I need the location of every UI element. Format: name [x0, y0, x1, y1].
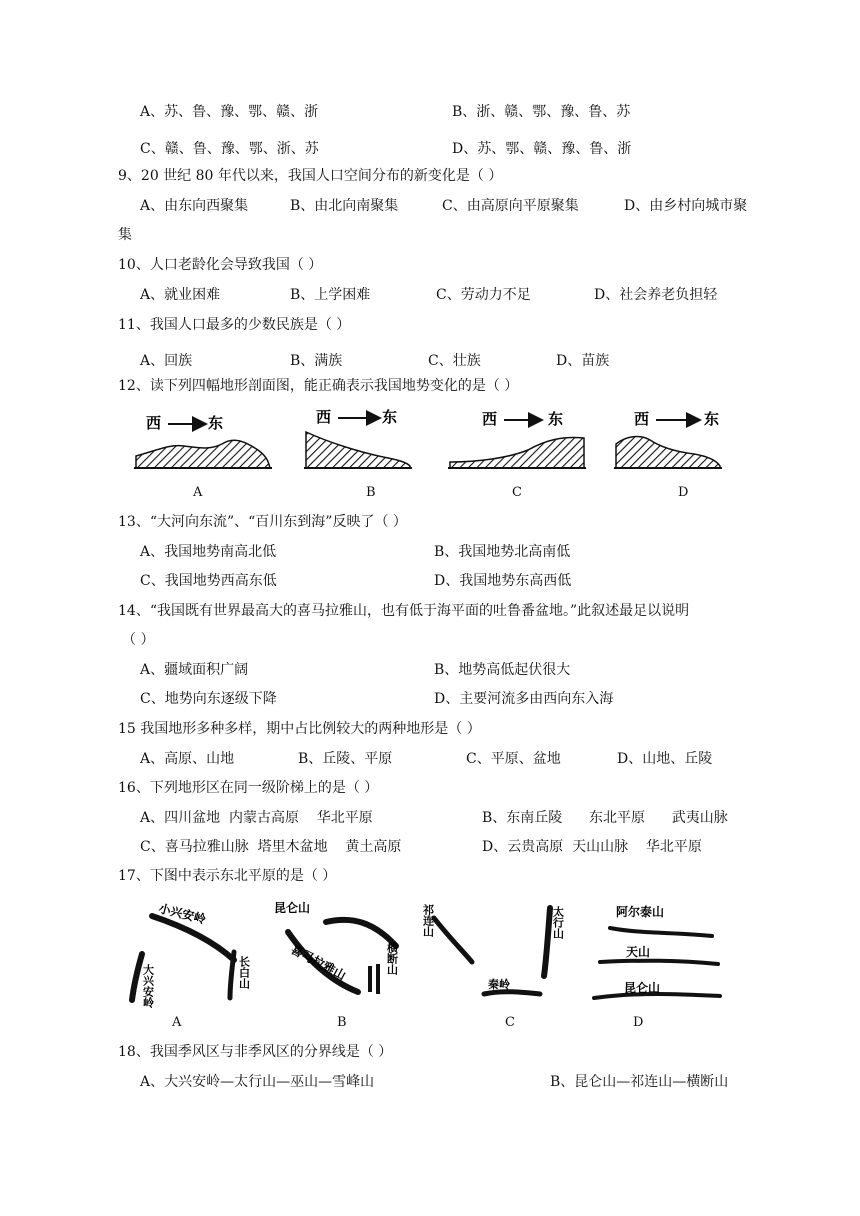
- profile-caption-c: C: [512, 485, 522, 500]
- q10-option-c: C、劳动力不足: [436, 287, 531, 303]
- east-label: 东: [548, 410, 564, 428]
- profile-b: [304, 408, 412, 468]
- q15-option-d: D、山地、丘陵: [617, 751, 713, 767]
- mountain-maps-figure: [112, 892, 732, 1008]
- q9-option-c: C、由高原向平原聚集: [442, 198, 579, 214]
- map-b: [274, 900, 399, 994]
- q16-option-d: D、云贵高原 天山山脉 华北平原: [482, 839, 702, 855]
- q16-option-a: A、四川盆地 内蒙古高原 华北平原: [140, 810, 373, 826]
- q10-option-d: D、社会养老负担轻: [594, 287, 718, 303]
- q14-option-a: A、疆域面积广阔: [140, 662, 249, 678]
- q18-option-b: B、昆仑山—祁连山—横断山: [550, 1074, 729, 1090]
- map-caption-d: D: [633, 1015, 644, 1030]
- map-d-label-2: 天山: [626, 945, 651, 959]
- map-a: [132, 900, 251, 1008]
- terrain-profile-figure: [128, 400, 764, 480]
- map-c-label-1: 祁连山: [421, 904, 435, 937]
- q11-option-a: A、回族: [140, 353, 193, 369]
- map-b-label-1: 昆仑山: [274, 901, 311, 915]
- q12-stem: 12、读下列四幅地形剖面图，能正确表示我国地势变化的是（ ）: [118, 378, 519, 394]
- q9-option-d: D、由乡村向城市聚: [624, 198, 748, 214]
- west-label: 西: [146, 414, 162, 432]
- map-a-label-2: 大兴安岭: [141, 964, 155, 1008]
- q14-option-c: C、地势向东逐级下降: [140, 691, 277, 707]
- map-caption-b: B: [337, 1015, 347, 1030]
- q10-option-b: B、上学困难: [290, 287, 371, 303]
- profile-caption-a: A: [193, 485, 203, 500]
- profile-caption-b: B: [366, 485, 376, 500]
- q13-option-b: B、我国地势北高南低: [434, 544, 571, 560]
- q14-option-d: D、主要河流多由西向东入海: [434, 691, 614, 707]
- q8-option-c: C、赣、鲁、豫、鄂、浙、苏: [140, 141, 319, 157]
- east-label: 东: [208, 414, 224, 432]
- q15-option-b: B、丘陵、平原: [298, 751, 393, 767]
- profile-d: [614, 410, 722, 468]
- q8-option-b: B、浙、赣、鄂、豫、鲁、苏: [452, 104, 631, 120]
- q15-stem: 15 我国地形多种多样，期中占比例较大的两种地形是（ ）: [118, 721, 481, 737]
- q9-stem: 9、20 世纪 80 年代以来，我国人口空间分布的新变化是（ ）: [118, 168, 503, 184]
- q11-option-d: D、苗族: [556, 353, 610, 369]
- q13-stem: 13、“大河向东流”、“百川东到海”反映了（ ）: [118, 514, 407, 530]
- q11-stem: 11、我国人口最多的少数民族是（ ）: [118, 317, 351, 333]
- map-c-label-2: 太行山: [551, 906, 565, 939]
- profile-a: [134, 414, 272, 468]
- q11-option-c: C、壮族: [428, 353, 481, 369]
- map-a-label-1: 小兴安岭: [157, 901, 208, 927]
- q16-option-b: B、东南丘陵 东北平原 武夷山脉: [482, 810, 728, 826]
- q14-stem-wrap: （ ）: [122, 632, 155, 648]
- q18-option-a: A、大兴安岭—太行山—巫山—雪峰山: [140, 1074, 375, 1090]
- q10-option-a: A、就业困难: [140, 287, 221, 303]
- west-label: 西: [634, 410, 650, 428]
- map-a-label-3: 长白山: [237, 956, 251, 989]
- map-caption-a: A: [172, 1015, 182, 1030]
- east-label: 东: [704, 410, 720, 428]
- q10-stem: 10、人口老龄化会导致我国（ ）: [118, 257, 323, 273]
- q18-stem: 18、我国季风区与非季风区的分界线是（ ）: [118, 1044, 393, 1060]
- map-c-label-3: 秦岭: [488, 978, 510, 991]
- q14-option-b: B、地势高低起伏很大: [434, 662, 571, 678]
- profile-caption-d: D: [678, 485, 689, 500]
- east-label: 东: [382, 408, 398, 426]
- q9-option-d-wrap: 集: [118, 227, 132, 243]
- q8-option-a: A、苏、鲁、豫、鄂、赣、浙: [140, 104, 319, 120]
- map-b-label-3: 横断山: [385, 942, 399, 975]
- q13-option-a: A、我国地势南高北低: [140, 544, 277, 560]
- q13-option-c: C、我国地势西高东低: [140, 573, 277, 589]
- map-caption-c: C: [505, 1015, 515, 1030]
- q17-stem: 17、下图中表示东北平原的是（ ）: [118, 868, 337, 884]
- q9-option-a: A、由东向西聚集: [140, 198, 249, 214]
- q13-option-d: D、我国地势东高西低: [434, 573, 572, 589]
- west-label: 西: [316, 408, 332, 426]
- q16-option-c: C、喜马拉雅山脉 塔里木盆地 黄土高原: [140, 839, 402, 855]
- q11-option-b: B、满族: [290, 353, 343, 369]
- profile-c: [448, 410, 586, 468]
- q15-option-a: A、高原、山地: [140, 751, 235, 767]
- q15-option-c: C、平原、盆地: [466, 751, 561, 767]
- q16-stem: 16、下列地形区在同一级阶梯上的是（ ）: [118, 780, 379, 796]
- map-c: [422, 903, 565, 994]
- map-d: [594, 904, 720, 998]
- map-d-label-3: 昆仑山: [624, 981, 661, 995]
- map-d-label-1: 阿尔泰山: [616, 905, 665, 919]
- q9-option-b: B、由北向南聚集: [290, 198, 399, 214]
- map-b-label-2: 喜马拉雅山: [288, 942, 349, 983]
- q14-stem: 14、“我国既有世界最高大的喜马拉雅山，也有低于海平面的吐鲁番盆地。”此叙述最足以说明: [118, 603, 690, 619]
- west-label: 西: [482, 410, 498, 428]
- q8-option-d: D、苏、鄂、赣、豫、鲁、浙: [452, 141, 632, 157]
